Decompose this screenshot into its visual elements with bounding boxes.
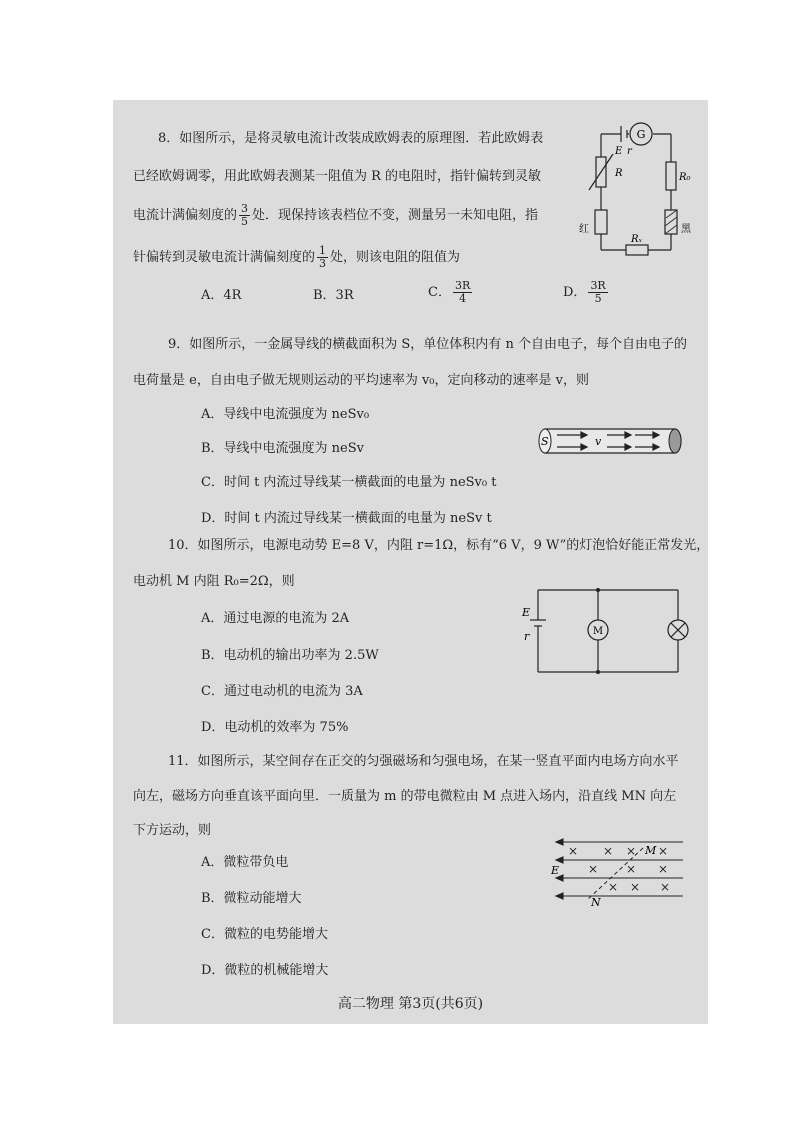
q8-ohmmeter-circuit [571, 122, 701, 272]
q8-option-b: B．3R [313, 288, 354, 303]
b-field-cross: × [659, 880, 671, 894]
q8-line3-a: 电流计满偏刻度的 [133, 208, 238, 223]
q9-line2: 电荷量是 e，自由电子做无规则运动的平均速率为 v₀，定向移动的速率是 v，则 [133, 373, 589, 388]
q11-line2: 向左，磁场方向垂直该平面向里．一质量为 m 的带电微粒由 M 点进入场内，沿直线 MN 向左 [133, 789, 677, 804]
q8-line2: 已经欧姆调零，用此欧姆表测某一阻值为 R 的电阻时，指针偏转到灵敏 [133, 169, 542, 184]
q9-option-b: B．导线中电流强度为 neSv [201, 441, 365, 456]
internal-resistance-label: r [627, 146, 632, 157]
q8-line4-b: 处，则该电阻的阻值为 [330, 250, 461, 265]
q11-option-d: D．微粒的机械能增大 [201, 963, 329, 978]
e-field-label: E [551, 864, 560, 877]
q11-line1: 11．如图所示，某空间存在正交的匀强磁场和匀强电场，在某一竖直平面内电场方向水平 [168, 754, 679, 769]
emf-label: E [615, 146, 623, 157]
b-field-cross: × [587, 862, 599, 876]
q10-circuit [518, 582, 693, 682]
velocity-label: v [595, 435, 602, 448]
q11-option-c: C．微粒的电势能增大 [201, 927, 328, 942]
rx-label: Rₓ [631, 234, 643, 245]
q8-fraction-2: $\frac{1}{3}$ [319, 244, 327, 270]
b-field-cross: × [657, 862, 669, 876]
q8-line3 [133, 203, 538, 228]
q8-line4-a: 针偏转到灵敏电流计满偏刻度的 [133, 250, 316, 265]
variable-resistor-label: R [615, 168, 623, 179]
b-field-cross: × [625, 844, 637, 858]
q8-line3-b: 处．现保持该表档位不变，测量另一未知电阻，指 [252, 208, 539, 223]
page-footer: 高二物理 第3页(共6页) [337, 996, 484, 1012]
motor-label: M [592, 626, 604, 637]
emf-label: E [522, 606, 531, 619]
q9-option-c: C．时间 t 内流过导线某一横截面的电量为 neSv₀ t [201, 475, 497, 490]
q10-option-b: B．电动机的输出功率为 2.5W [201, 648, 379, 663]
black-probe-label: 黑 [681, 224, 691, 235]
b-field-cross: × [607, 880, 619, 894]
q10-option-a: A．通过电源的电流为 2A [201, 611, 350, 626]
q11-field-figure [553, 834, 693, 912]
b-field-cross: × [629, 880, 641, 894]
q11-option-b: B．微粒动能增大 [201, 891, 302, 906]
galvanometer-label: G [636, 128, 646, 141]
q8-option-a: A．4R [201, 288, 242, 303]
q8-line4 [133, 245, 460, 270]
q8-fraction-1: $\frac{3}{5}$ [241, 202, 249, 228]
red-probe-label: 红 [579, 224, 589, 235]
b-field-cross: × [657, 844, 669, 858]
q10-line1: 10．如图所示，电源电动势 E=8 V，内阻 r=1Ω，标有“6 V，9 W”的灯泡恰好能正常发光， [168, 538, 710, 553]
q10-option-d: D．电动机的效率为 75% [201, 720, 349, 735]
q11-option-a: A．微粒带负电 [201, 855, 289, 870]
q8-line1: 8．如图所示，是将灵敏电流计改装成欧姆表的原理图．若此欧姆表 [158, 131, 544, 146]
q10-option-c: C．通过电动机的电流为 3A [201, 684, 363, 699]
point-m-label: M [645, 844, 657, 857]
r0-label: R₀ [679, 172, 691, 183]
q11-line3: 下方运动，则 [133, 823, 212, 838]
q10-line2: 电动机 M 内阻 R₀=2Ω，则 [133, 574, 295, 589]
b-field-cross: × [602, 844, 614, 858]
q9-line1: 9．如图所示，一金属导线的横截面积为 S，单位体积内有 n 个自由电子，每个自由电子的 [168, 337, 687, 352]
internal-resistance-label: r [524, 630, 530, 643]
q9-option-a: A．导线中电流强度为 neSv₀ [201, 407, 370, 422]
q9-wire-figure [535, 423, 685, 459]
exam-page [113, 100, 708, 1024]
q8-option-c: C． $\frac{3R}{4}$ [428, 279, 471, 305]
b-field-cross: × [625, 862, 637, 876]
point-n-label: N [591, 896, 601, 909]
q9-option-d: D．时间 t 内流过导线某一横截面的电量为 neSv t [201, 511, 492, 526]
cross-section-label: S [541, 435, 549, 448]
q8-option-d: D． $\frac{3R}{5}$ [563, 279, 606, 305]
b-field-cross: × [567, 844, 579, 858]
